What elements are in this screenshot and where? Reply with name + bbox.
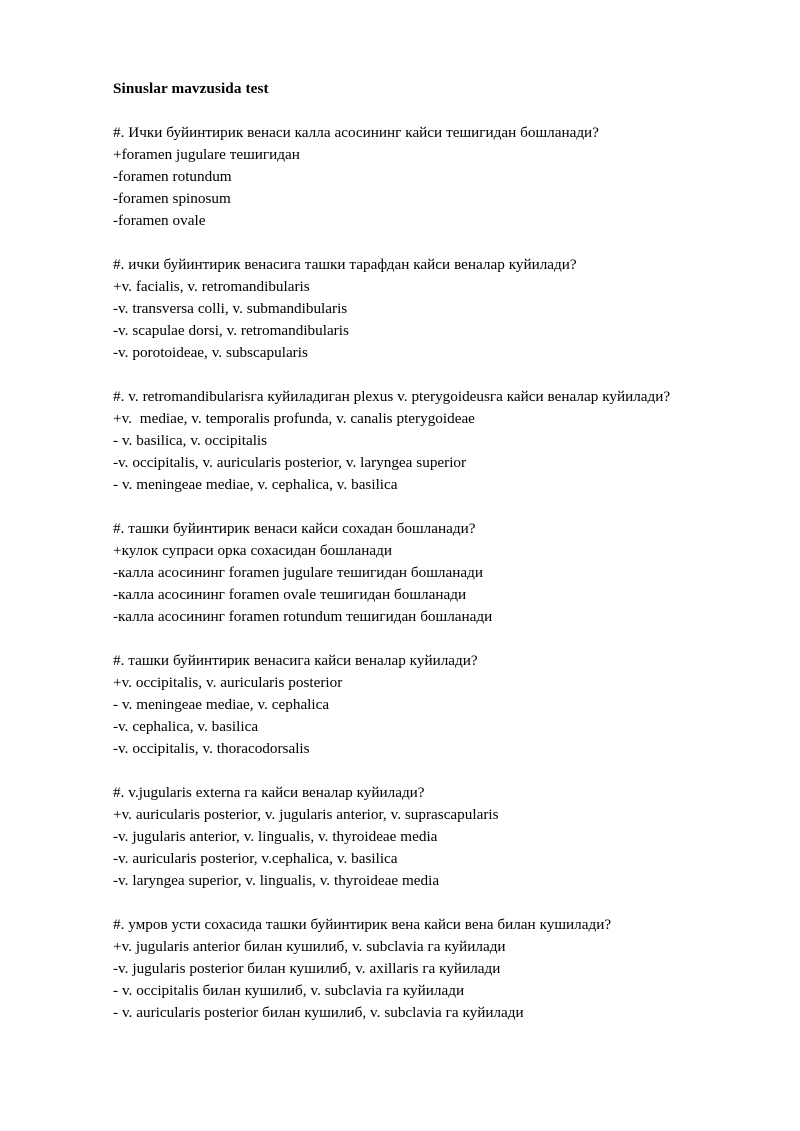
answer-option: - v. meningeae mediae, v. cephalica, v. basilica <box>113 476 398 493</box>
answer-option: - v. basilica, v. occipitalis <box>113 432 268 449</box>
answer-option: -v. laryngea superior, v. lingualis, v. thyroideae media <box>113 872 440 889</box>
answer-option: -v. jugularis posterior билан кушилиб, v. axillaris га куйилади <box>113 960 501 977</box>
answer-option: - v. occipitalis билан кушилиб, v. subclavia га куйилади <box>113 982 465 999</box>
answer-option: -foramen rotundum <box>113 168 232 185</box>
question-stem: #. ташки буйинтирик венасига кайси веналар куйилади? <box>113 652 478 669</box>
answer-option-correct: +v. occipitalis, v. auricularis posterior <box>113 674 343 691</box>
answer-option: -v. occipitalis, v. auricularis posterior, v. laryngea superior <box>113 454 467 471</box>
question-block <box>113 518 716 628</box>
question-block <box>113 782 716 892</box>
question-stem: #. Ички буйинтирик венаси калла асосининг кайси тешигидан бошланади? <box>113 124 599 141</box>
answer-option-correct: +кулок супраси орка сохасидан бошланади <box>113 542 392 559</box>
answer-option: -v. porotoideae, v. subscapularis <box>113 344 308 361</box>
question-stem: #. v.jugularis externa га кайси веналар куйилади? <box>113 784 425 801</box>
answer-option-correct: +v. mediae, v. temporalis profunda, v. canalis pterygoideae <box>113 410 475 427</box>
page-title: Sinuslar mavzusida test <box>113 80 269 97</box>
answer-option: -v. scapulae dorsi, v. retromandibularis <box>113 322 349 339</box>
question-stem: #. v. retromandibularisга куйиладиган plexus v. pterygoideusга кайси веналар куйилади? <box>113 388 671 405</box>
question-block <box>113 122 716 232</box>
question-stem: #. ички буйинтирик венасига ташки тарафдан кайси веналар куйилади? <box>113 256 577 273</box>
question-stem: #. ташки буйинтирик венаси кайси сохадан бошланади? <box>113 520 476 537</box>
answer-option-correct: +v. facialis, v. retromandibularis <box>113 278 310 295</box>
question-stem: #. умров усти сохасида ташки буйинтирик вена кайси вена билан кушилади? <box>113 916 612 933</box>
answer-option-correct: +v. jugularis anterior билан кушилиб, v. subclavia га куйилади <box>113 938 506 955</box>
answer-option: -v. occipitalis, v. thoracodorsalis <box>113 740 310 757</box>
answer-option: - v. meningeae mediae, v. cephalica <box>113 696 330 713</box>
question-block <box>113 254 716 364</box>
answer-option: -foramen spinosum <box>113 190 231 207</box>
answer-option: -калла асосининг foramen ovale тешигидан бошланади <box>113 586 467 603</box>
answer-option-correct: +v. auricularis posterior, v. jugularis anterior, v. suprascapularis <box>113 806 499 823</box>
answer-option: -v. cephalica, v. basilica <box>113 718 259 735</box>
answer-option: -v. transversa colli, v. submandibularis <box>113 300 348 317</box>
answer-option-correct: +foramen jugulare тешигидан <box>113 146 300 163</box>
question-block <box>113 650 716 760</box>
question-block <box>113 914 716 1024</box>
answer-option: -foramen ovale <box>113 212 206 229</box>
answer-option: -калла асосининг foramen jugulare тешигидан бошланади <box>113 564 483 581</box>
answer-option: -v. jugularis anterior, v. lingualis, v. thyroideae media <box>113 828 438 845</box>
answer-option: -v. auricularis posterior, v.cephalica, v. basilica <box>113 850 398 867</box>
answer-option: -калла асосининг foramen rotundum тешигидан бошланади <box>113 608 493 625</box>
question-block <box>113 386 716 496</box>
answer-option: - v. auricularis posterior билан кушилиб, v. subclavia га куйилади <box>113 1004 524 1021</box>
